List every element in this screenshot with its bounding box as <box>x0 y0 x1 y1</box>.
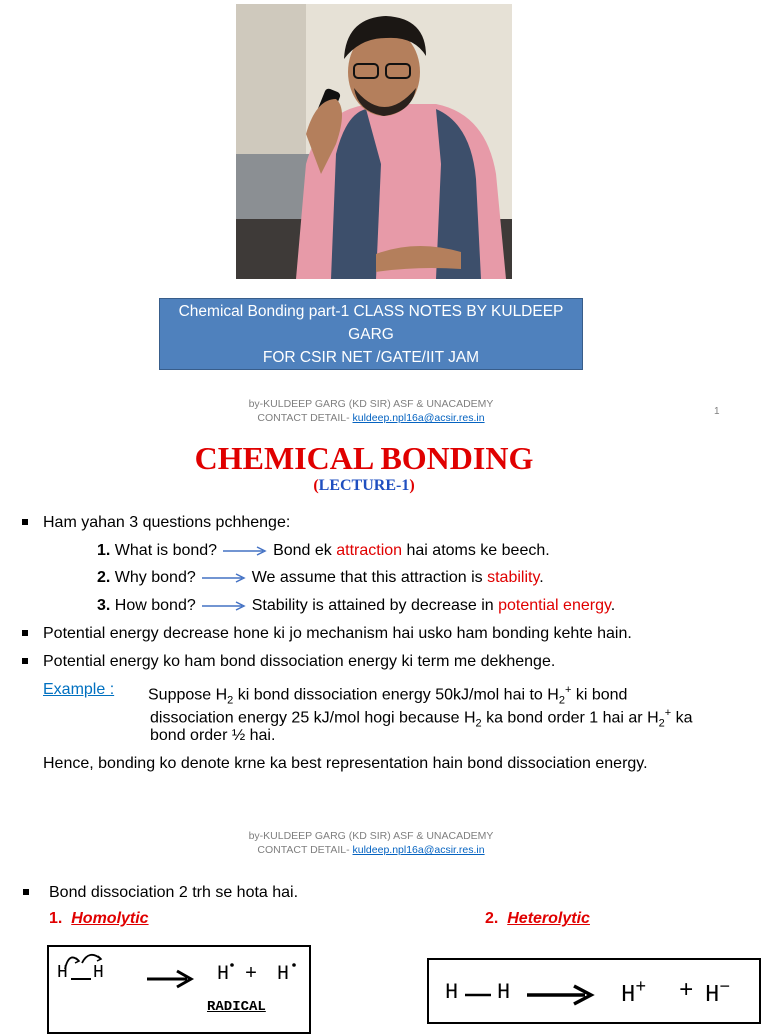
arrow-right-icon <box>202 573 246 583</box>
question-3: 3. How bond? Stability is attained by decrease in potential energy. <box>97 597 616 614</box>
arrow-right-icon <box>202 601 246 611</box>
homolytic-heading: 1. Homolytic <box>49 910 149 927</box>
bullet-mechanism: Potential energy decrease hone ki jo mechanism hai usko ham bonding kehte hain. <box>43 625 632 642</box>
example-line-3: bond order ½ hai. <box>150 727 276 744</box>
example-line-1: Suppose $H_2$ ki bond dissociation energy 50kJ/mol hai to $H_2^+$ ki bond <box>148 684 628 707</box>
title-line-2: GARG <box>348 326 394 343</box>
lecture-label: (LECTURE-1) <box>313 477 415 494</box>
question-2: 2. Why bond? We assume that this attraction is stability. <box>97 569 544 586</box>
page-number: 1 <box>714 406 720 417</box>
homolytic-diagram <box>47 945 311 1034</box>
bullet-marker <box>22 519 28 525</box>
example-label: Example : <box>43 681 115 698</box>
example-line-2: dissociation energy 25 kJ/mol hogi because $H_2$ ka bond order 1 hai ar $H_2^+$ ka <box>150 707 693 730</box>
footer-author: by-KULDEEP GARG (KD SIR) ASF & UNACADEMY <box>248 830 494 842</box>
product-h-radical-1: H <box>217 963 230 986</box>
title-line-1: Chemical Bonding part-1 CLASS NOTES BY KULDEEP <box>178 303 564 320</box>
intro-text: Ham yahan 3 questions pchhenge: <box>43 514 291 531</box>
plus-sign: + <box>679 978 694 1005</box>
title-box <box>159 298 583 370</box>
heterolytic-diagram <box>427 958 761 1024</box>
hence-text: Hence, bonding ko denote krne ka best representation hain bond dissociation energy. <box>43 755 648 772</box>
lecture-number: LECTURE-1 <box>318 477 410 494</box>
footer-contact-label: CONTACT DETAIL- <box>257 844 353 856</box>
product-h-radical-2: H <box>277 963 290 986</box>
bullet-marker <box>22 630 28 636</box>
reactant-h-left: H <box>445 980 459 1005</box>
reactant-h-left: H <box>57 963 68 983</box>
bullet-marker <box>22 658 28 664</box>
footer-slide1 <box>0 397 742 425</box>
bond-dissociation-text: Bond dissociation 2 trh se hota hai. <box>49 884 299 901</box>
footer-slide2 <box>0 829 742 857</box>
presenter-photo <box>236 4 512 279</box>
question-1: 1. What is bond? Bond ek attraction hai atoms ke beech. <box>97 542 550 559</box>
bullet-dissociation: Potential energy ko ham bond dissociation energy ki term me dekhenge. <box>43 653 556 670</box>
arrow-right-icon <box>223 546 267 556</box>
slide-heading: CHEMICAL BONDING <box>194 440 534 476</box>
title-line-3: FOR CSIR NET /GATE/IIT JAM <box>262 349 480 366</box>
heterolytic-heading: 2. Heterolytic <box>485 910 590 927</box>
footer-author: by-KULDEEP GARG (KD SIR) ASF & UNACADEMY <box>248 398 494 410</box>
plus-sign: + <box>245 963 258 986</box>
radical-label: RADICAL <box>207 999 266 1015</box>
product-h-cation: H+ <box>621 978 647 1009</box>
footer-contact-label: CONTACT DETAIL- <box>257 412 353 424</box>
reactant-h-right: H <box>497 980 511 1005</box>
bullet-marker <box>23 889 29 895</box>
product-h-anion: H− <box>705 978 731 1009</box>
reactant-h-right: H <box>93 963 104 983</box>
contact-email-link[interactable]: kuldeep.npl16a@acsir.res.in <box>352 844 485 856</box>
contact-email-link[interactable]: kuldeep.npl16a@acsir.res.in <box>352 412 485 424</box>
